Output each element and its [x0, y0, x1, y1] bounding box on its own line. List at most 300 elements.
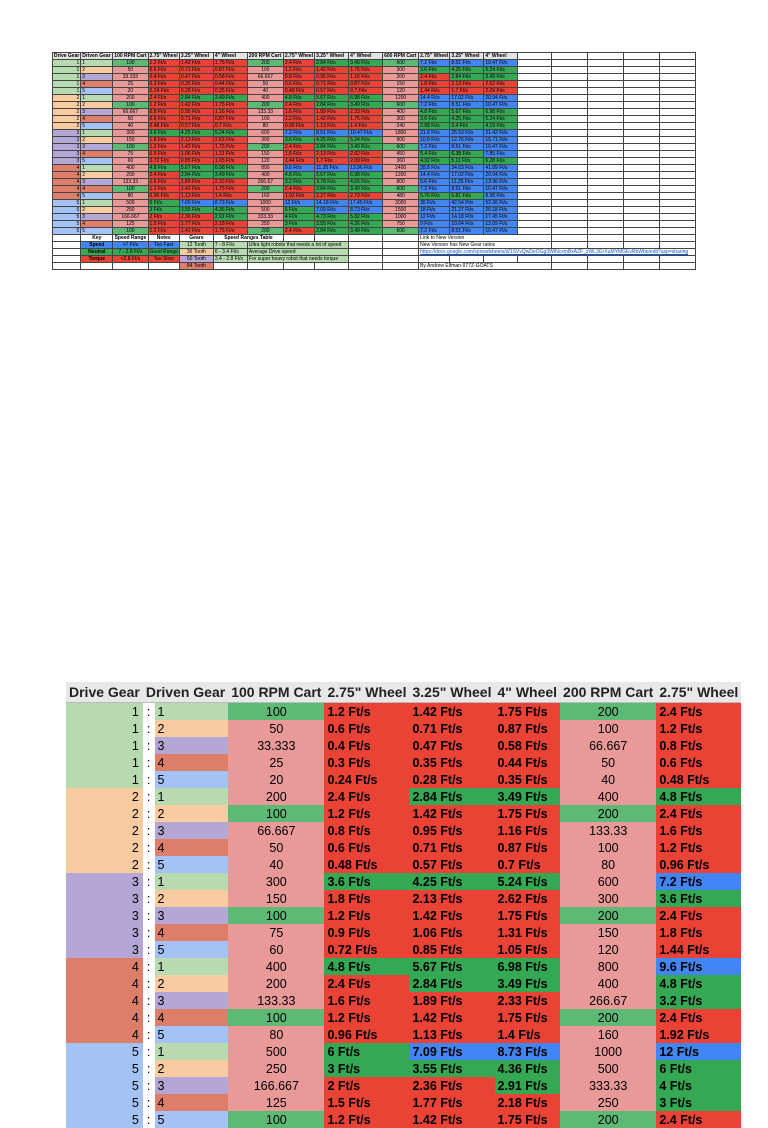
drive-gear-cell[interactable]: 4	[66, 975, 143, 992]
wheel-speed-cell[interactable]: 3.6 Ft/s	[324, 873, 409, 890]
thumb-cell[interactable]: 800	[383, 179, 419, 186]
empty-cell[interactable]	[552, 102, 588, 109]
thumb-cell[interactable]: 8.51 Ft/s	[450, 186, 484, 193]
empty-cell[interactable]	[660, 207, 696, 214]
empty-cell[interactable]	[518, 214, 552, 221]
thumb-cell[interactable]: 2.84 Ft/s	[450, 74, 484, 81]
empty-cell[interactable]	[81, 263, 113, 270]
thumb-cell[interactable]: 1.42 Ft/s	[179, 144, 213, 151]
thumb-cell[interactable]: 5	[81, 158, 113, 165]
wheel-speed-cell[interactable]: 5.67 Ft/s	[409, 958, 494, 975]
thumb-cell[interactable]: 5.24 Ft/s	[349, 137, 383, 144]
thumb-cell[interactable]: 2.62 Ft/s	[484, 81, 518, 88]
wheel-speed-cell[interactable]: 1.42 Ft/s	[409, 907, 494, 924]
empty-cell[interactable]	[660, 179, 696, 186]
thumb-cell[interactable]: 1.13 Ft/s	[315, 123, 349, 130]
thumb-cell[interactable]: 1.6 Ft/s	[148, 179, 179, 186]
driven-gear-cell[interactable]: 2	[155, 1060, 229, 1077]
wheel-speed-cell[interactable]: 3.49 Ft/s	[495, 788, 561, 805]
thumb-cell[interactable]: 28.8 Ft/s	[419, 165, 450, 172]
thumb-cell[interactable]: 1.75 Ft/s	[349, 116, 383, 123]
empty-cell[interactable]	[660, 88, 696, 95]
thumb-cell[interactable]: 2.33 Ft/s	[213, 179, 247, 186]
empty-cell[interactable]	[247, 263, 283, 270]
thumb-cell[interactable]: 0.4 Ft/s	[148, 74, 179, 81]
thumb-cell[interactable]: 0.72 Ft/s	[148, 158, 179, 165]
empty-cell[interactable]	[588, 123, 624, 130]
thumb-cell[interactable]: 9.6 Ft/s	[419, 179, 450, 186]
empty-cell[interactable]	[419, 256, 450, 263]
empty-cell[interactable]	[315, 263, 349, 270]
thumb-cell[interactable]: 5	[81, 228, 113, 235]
thumb-cell[interactable]: 2.27 Ft/s	[315, 193, 349, 200]
empty-cell[interactable]	[624, 102, 660, 109]
wheel-speed-cell[interactable]: 0.28 Ft/s	[409, 771, 494, 788]
cart-rpm-cell[interactable]: 75	[228, 924, 324, 941]
thumb-cell[interactable]: 2.36 Ft/s	[179, 214, 213, 221]
thumb-cell[interactable]: 4	[81, 81, 113, 88]
cart-rpm-cell[interactable]: 25	[228, 754, 324, 771]
wheel-speed-cell[interactable]: 3.55 Ft/s	[409, 1060, 494, 1077]
thumb-cell[interactable]: 0.35 Ft/s	[213, 88, 247, 95]
thumb-cell[interactable]: 5	[53, 207, 81, 214]
thumb-cell[interactable]: 2.09 Ft/s	[484, 88, 518, 95]
thumb-cell[interactable]: 300	[383, 67, 419, 74]
empty-cell[interactable]	[349, 263, 383, 270]
cart-rpm-cell[interactable]: 400	[560, 975, 656, 992]
drive-gear-cell[interactable]: 5	[66, 1111, 143, 1128]
thumb-cell[interactable]: 1.92 Ft/s	[283, 193, 314, 200]
empty-cell[interactable]	[660, 74, 696, 81]
thumb-cell[interactable]: 13.96 Ft/s	[349, 165, 383, 172]
thumb-cell[interactable]: 2.4 Ft/s	[283, 228, 314, 235]
thumb-cell[interactable]: 3000	[383, 200, 419, 207]
cart-rpm-cell[interactable]: 150	[228, 890, 324, 907]
thumb-cell[interactable]: 1	[53, 74, 81, 81]
thumb-cell[interactable]: 2	[53, 116, 81, 123]
thumb-cell[interactable]: 4	[81, 116, 113, 123]
empty-cell[interactable]	[53, 256, 81, 263]
thumb-cell[interactable]: 0.71 Ft/s	[315, 81, 349, 88]
thumb-cell[interactable]: 0.85 Ft/s	[179, 158, 213, 165]
thumb-cell[interactable]: 41.89 Ft/s	[484, 165, 518, 172]
thumb-cell[interactable]: 66.667	[247, 74, 283, 81]
empty-cell[interactable]	[552, 123, 588, 130]
thumb-cell[interactable]: 4	[53, 193, 81, 200]
empty-cell[interactable]	[588, 144, 624, 151]
drive-gear-cell[interactable]: 5	[66, 1043, 143, 1060]
thumb-cell[interactable]: 3.49 Ft/s	[213, 95, 247, 102]
thumb-cell[interactable]: 1.42 Ft/s	[315, 116, 349, 123]
thumb-cell[interactable]: 10.47 Ft/s	[484, 60, 518, 67]
thumb-cell[interactable]: 66.667	[113, 109, 148, 116]
empty-cell[interactable]	[518, 74, 552, 81]
driven-gear-cell[interactable]: 5	[155, 1111, 229, 1128]
thumb-cell[interactable]: 1.2 Ft/s	[148, 102, 179, 109]
thumb-cell[interactable]: 1.13 Ft/s	[179, 193, 213, 200]
thumb-cell[interactable]: 2.84 Ft/s	[315, 60, 349, 67]
thumb-cell[interactable]: 3 Ft/s	[283, 221, 314, 228]
thumb-cell[interactable]: 2.4 Ft/s	[148, 172, 179, 179]
wheel-speed-cell[interactable]: 2.4 Ft/s	[656, 1009, 741, 1026]
empty-cell[interactable]	[518, 165, 552, 172]
thumb-cell[interactable]: 1.2 Ft/s	[148, 186, 179, 193]
thumb-cell[interactable]: 40	[247, 88, 283, 95]
empty-cell[interactable]	[660, 137, 696, 144]
wheel-speed-cell[interactable]: 6 Ft/s	[656, 1060, 741, 1077]
thumb-cell[interactable]: 17.02 Ft/s	[450, 95, 484, 102]
empty-cell[interactable]	[552, 172, 588, 179]
thumb-cell[interactable]: 6 Ft/s	[283, 207, 314, 214]
empty-cell[interactable]	[624, 200, 660, 207]
thumb-cell[interactable]: 1.16 Ft/s	[213, 109, 247, 116]
empty-cell[interactable]	[624, 158, 660, 165]
thumb-cell[interactable]: 1.7 Ft/s	[450, 88, 484, 95]
cart-rpm-cell[interactable]: 266.67	[560, 992, 656, 1009]
wheel-speed-cell[interactable]: 0.95 Ft/s	[409, 822, 494, 839]
empty-cell[interactable]	[660, 186, 696, 193]
wheel-speed-cell[interactable]: 1.75 Ft/s	[495, 1009, 561, 1026]
empty-cell[interactable]	[624, 137, 660, 144]
thumb-cell[interactable]: 3.55 Ft/s	[179, 207, 213, 214]
driven-gear-cell[interactable]: 4	[155, 839, 229, 856]
thumb-cell[interactable]: 0.95 Ft/s	[315, 74, 349, 81]
thumb-cell[interactable]: 3.6 Ft/s	[148, 130, 179, 137]
thumb-cell[interactable]: 1.75 Ft/s	[213, 186, 247, 193]
empty-cell[interactable]	[588, 102, 624, 109]
driven-gear-cell[interactable]: 3	[155, 737, 229, 754]
thumb-cell[interactable]: 7.85 Ft/s	[484, 151, 518, 158]
thumb-cell[interactable]: 17.02 Ft/s	[450, 172, 484, 179]
thumb-cell[interactable]: 13.96 Ft/s	[484, 179, 518, 186]
thumb-cell[interactable]: 4	[81, 186, 113, 193]
wheel-speed-cell[interactable]: 1.2 Ft/s	[324, 1111, 409, 1128]
drive-gear-cell[interactable]: 2	[66, 805, 143, 822]
thumb-cell[interactable]: 2	[53, 109, 81, 116]
wheel-speed-cell[interactable]: 0.8 Ft/s	[656, 737, 741, 754]
thumb-cell[interactable]: 10.47 Ft/s	[484, 102, 518, 109]
thumb-cell[interactable]: 1	[53, 67, 81, 74]
empty-cell[interactable]	[518, 151, 552, 158]
cart-rpm-cell[interactable]: 66.667	[228, 822, 324, 839]
thumb-cell[interactable]: 1.75 Ft/s	[213, 60, 247, 67]
wheel-speed-cell[interactable]: 5.24 Ft/s	[495, 873, 561, 890]
empty-cell[interactable]	[624, 53, 660, 60]
thumb-cell[interactable]: 10.64 Ft/s	[450, 221, 484, 228]
thumb-cell[interactable]: 900	[383, 137, 419, 144]
wheel-speed-cell[interactable]: 0.44 Ft/s	[495, 754, 561, 771]
thumb-cell[interactable]: 3	[81, 109, 113, 116]
thumb-cell[interactable]: 200	[247, 228, 283, 235]
empty-cell[interactable]	[624, 81, 660, 88]
thumb-cell[interactable]: 17.45 Ft/s	[484, 214, 518, 221]
drive-gear-cell[interactable]: 3	[66, 924, 143, 941]
thumb-cell[interactable]: 0.47 Ft/s	[179, 74, 213, 81]
thumb-cell[interactable]: 5.67 Ft/s	[450, 109, 484, 116]
thumb-cell[interactable]: 5.24 Ft/s	[484, 67, 518, 74]
wheel-speed-cell[interactable]: 1.6 Ft/s	[656, 822, 741, 839]
thumb-cell[interactable]: 0.71 Ft/s	[179, 116, 213, 123]
wheel-speed-cell[interactable]: 8.73 Ft/s	[495, 1043, 561, 1060]
empty-cell[interactable]	[588, 221, 624, 228]
empty-cell[interactable]	[552, 60, 588, 67]
empty-cell[interactable]	[518, 95, 552, 102]
thumb-cell[interactable]: 1.44 Ft/s	[283, 158, 314, 165]
wheel-speed-cell[interactable]: 2.84 Ft/s	[409, 975, 494, 992]
thumb-cell[interactable]: 4	[53, 179, 81, 186]
empty-cell[interactable]	[588, 158, 624, 165]
thumb-cell[interactable]: 250	[113, 207, 148, 214]
thumb-cell[interactable]: 5	[81, 193, 113, 200]
empty-cell[interactable]	[624, 67, 660, 74]
drive-gear-cell[interactable]: 3	[66, 907, 143, 924]
cart-rpm-cell[interactable]: 60	[228, 941, 324, 958]
empty-cell[interactable]	[383, 235, 419, 242]
wheel-speed-cell[interactable]: 0.48 Ft/s	[656, 771, 741, 788]
empty-cell[interactable]	[552, 256, 588, 263]
wheel-speed-cell[interactable]: 0.4 Ft/s	[324, 737, 409, 754]
empty-cell[interactable]	[552, 88, 588, 95]
empty-cell[interactable]	[660, 242, 696, 249]
thumb-cell[interactable]: 3.49 Ft/s	[349, 144, 383, 151]
driven-gear-cell[interactable]: 2	[155, 805, 229, 822]
thumb-cell[interactable]: 1.31 Ft/s	[213, 151, 247, 158]
cart-rpm-cell[interactable]: 80	[228, 1026, 324, 1043]
thumb-cell[interactable]: 8.38 Ft/s	[484, 193, 518, 200]
thumb-cell[interactable]: 1	[53, 88, 81, 95]
thumb-cell[interactable]: 2 Ft/s	[148, 214, 179, 221]
wheel-speed-cell[interactable]: 0.35 Ft/s	[495, 771, 561, 788]
thumb-cell[interactable]: 1.42 Ft/s	[179, 228, 213, 235]
thumb-cell[interactable]: 2.4 Ft/s	[283, 186, 314, 193]
thumb-cell[interactable]: 11.35 Ft/s	[450, 179, 484, 186]
thumb-cell[interactable]: 1.4 Ft/s	[213, 193, 247, 200]
thumb-cell[interactable]: 2	[53, 102, 81, 109]
empty-cell[interactable]	[660, 109, 696, 116]
thumb-cell[interactable]: 4.8 Ft/s	[283, 95, 314, 102]
driven-gear-cell[interactable]: 4	[155, 1009, 229, 1026]
drive-gear-cell[interactable]: 4	[66, 1026, 143, 1043]
empty-cell[interactable]	[660, 193, 696, 200]
drive-gear-cell[interactable]: 5	[66, 1094, 143, 1111]
thumb-cell[interactable]: 1.89 Ft/s	[315, 109, 349, 116]
empty-cell[interactable]	[213, 263, 247, 270]
cart-rpm-cell[interactable]: 80	[560, 856, 656, 873]
cart-rpm-cell[interactable]: 100	[228, 805, 324, 822]
thumb-cell[interactable]: 3	[53, 158, 81, 165]
thumb-cell[interactable]: 1.75 Ft/s	[349, 67, 383, 74]
empty-cell[interactable]	[624, 123, 660, 130]
link-label[interactable]: Link to New Version	[419, 235, 552, 242]
thumb-cell[interactable]: 5.24 Ft/s	[213, 130, 247, 137]
thumb-cell[interactable]: 4	[53, 172, 81, 179]
thumb-cell[interactable]: 10.8 Ft/s	[419, 137, 450, 144]
thumb-cell[interactable]: 1500	[383, 207, 419, 214]
empty-cell[interactable]	[383, 249, 419, 256]
thumb-cell[interactable]: 7.2 Ft/s	[419, 102, 450, 109]
thumb-cell[interactable]: 4.25 Ft/s	[315, 137, 349, 144]
thumb-cell[interactable]: 2400	[383, 165, 419, 172]
drive-gear-cell[interactable]: 1	[66, 720, 143, 737]
thumb-cell[interactable]: 5.82 Ft/s	[349, 214, 383, 221]
thumb-cell[interactable]: 4.8 Ft/s	[148, 165, 179, 172]
empty-cell[interactable]	[518, 130, 552, 137]
thumb-cell[interactable]: 200	[247, 144, 283, 151]
thumb-cell[interactable]: 17.45 Ft/s	[349, 200, 383, 207]
drive-gear-cell[interactable]: 1	[66, 737, 143, 754]
thumb-cell[interactable]: 3	[81, 214, 113, 221]
cart-rpm-cell[interactable]: 125	[228, 1094, 324, 1111]
thumb-cell[interactable]: 2	[81, 207, 113, 214]
cart-rpm-cell[interactable]: 200	[560, 1009, 656, 1026]
empty-cell[interactable]	[349, 256, 383, 263]
cart-rpm-cell[interactable]: 40	[560, 771, 656, 788]
thumb-cell[interactable]: 200	[247, 60, 283, 67]
empty-cell[interactable]	[624, 60, 660, 67]
driven-gear-cell[interactable]: 4	[155, 754, 229, 771]
thumb-cell[interactable]: 5.4 Ft/s	[419, 151, 450, 158]
empty-cell[interactable]	[552, 193, 588, 200]
cart-rpm-cell[interactable]: 100	[228, 703, 324, 721]
empty-cell[interactable]	[552, 207, 588, 214]
thumb-cell[interactable]: 4 Ft/s	[283, 214, 314, 221]
empty-cell[interactable]	[588, 179, 624, 186]
thumb-cell[interactable]: 300	[383, 116, 419, 123]
wheel-speed-cell[interactable]: 0.72 Ft/s	[324, 941, 409, 958]
thumb-cell[interactable]: 21.27 Ft/s	[450, 207, 484, 214]
wheel-speed-cell[interactable]: 0.35 Ft/s	[409, 754, 494, 771]
thumb-cell[interactable]: 4.36 Ft/s	[213, 207, 247, 214]
thumb-cell[interactable]: 3.55 Ft/s	[315, 221, 349, 228]
cart-rpm-cell[interactable]: 200	[560, 805, 656, 822]
thumb-cell[interactable]: 0.58 Ft/s	[213, 74, 247, 81]
thumb-cell[interactable]: 8.51 Ft/s	[450, 102, 484, 109]
empty-cell[interactable]	[588, 109, 624, 116]
wheel-speed-cell[interactable]: 0.48 Ft/s	[324, 856, 409, 873]
thumb-cell[interactable]: 166.667	[113, 214, 148, 221]
thumb-cell[interactable]: 3.6 Ft/s	[283, 137, 314, 144]
thumb-cell[interactable]: 1.6 Ft/s	[283, 109, 314, 116]
empty-cell[interactable]	[660, 102, 696, 109]
cart-rpm-cell[interactable]: 50	[228, 720, 324, 737]
thumb-cell[interactable]: 2.4 Ft/s	[148, 95, 179, 102]
thumb-cell[interactable]: 7.2 Ft/s	[419, 144, 450, 151]
empty-cell[interactable]	[588, 116, 624, 123]
thumb-cell[interactable]: 8.51 Ft/s	[450, 60, 484, 67]
empty-cell[interactable]	[624, 179, 660, 186]
wheel-speed-cell[interactable]: 2.13 Ft/s	[409, 890, 494, 907]
thumb-cell[interactable]: 1000	[383, 214, 419, 221]
empty-cell[interactable]	[349, 249, 383, 256]
driven-gear-cell[interactable]: 3	[155, 992, 229, 1009]
empty-cell[interactable]	[552, 186, 588, 193]
wheel-speed-cell[interactable]: 0.9 Ft/s	[324, 924, 409, 941]
empty-cell[interactable]	[588, 60, 624, 67]
empty-cell[interactable]	[518, 172, 552, 179]
empty-cell[interactable]	[53, 249, 81, 256]
thumb-cell[interactable]: 0.48 Ft/s	[283, 88, 314, 95]
driven-gear-cell[interactable]: 4	[155, 1094, 229, 1111]
thumb-cell[interactable]: 4	[81, 221, 113, 228]
thumb-cell[interactable]: 7.2 Ft/s	[419, 60, 450, 67]
thumb-cell[interactable]: 5	[81, 88, 113, 95]
thumb-cell[interactable]: 600	[383, 60, 419, 67]
thumb-cell[interactable]: 2.4 Ft/s	[283, 102, 314, 109]
wheel-speed-cell[interactable]: 2.62 Ft/s	[495, 890, 561, 907]
empty-cell[interactable]	[518, 228, 552, 235]
wheel-speed-cell[interactable]: 1.2 Ft/s	[324, 703, 409, 721]
cart-rpm-cell[interactable]: 300	[560, 890, 656, 907]
thumb-cell[interactable]: 0.24 Ft/s	[148, 88, 179, 95]
thumb-cell[interactable]: 333.33	[247, 214, 283, 221]
thumb-cell[interactable]: 5.67 Ft/s	[315, 172, 349, 179]
thumb-cell[interactable]: 1.2 Ft/s	[148, 144, 179, 151]
empty-cell[interactable]	[660, 221, 696, 228]
cart-rpm-cell[interactable]: 200	[228, 788, 324, 805]
empty-cell[interactable]	[588, 200, 624, 207]
empty-cell[interactable]	[518, 207, 552, 214]
drive-gear-cell[interactable]: 1	[66, 754, 143, 771]
thumb-cell[interactable]: 10.47 Ft/s	[484, 144, 518, 151]
wheel-speed-cell[interactable]: 1.06 Ft/s	[409, 924, 494, 941]
cart-rpm-cell[interactable]: 50	[560, 754, 656, 771]
thumb-cell[interactable]: 200	[383, 74, 419, 81]
thumb-cell[interactable]: 25	[113, 81, 148, 88]
wheel-speed-cell[interactable]: 0.6 Ft/s	[324, 720, 409, 737]
thumb-cell[interactable]: 300	[247, 137, 283, 144]
wheel-speed-cell[interactable]: 0.24 Ft/s	[324, 771, 409, 788]
empty-cell[interactable]	[113, 263, 148, 270]
thumb-cell[interactable]: 400	[247, 172, 283, 179]
thumb-cell[interactable]: 3 Ft/s	[148, 207, 179, 214]
thumb-cell[interactable]: 12 Ft/s	[283, 200, 314, 207]
empty-cell[interactable]	[552, 95, 588, 102]
wheel-speed-cell[interactable]: 0.3 Ft/s	[324, 754, 409, 771]
drive-gear-cell[interactable]: 4	[66, 992, 143, 1009]
drive-gear-cell[interactable]: 2	[66, 839, 143, 856]
empty-cell[interactable]	[660, 67, 696, 74]
empty-cell[interactable]	[552, 116, 588, 123]
empty-cell[interactable]	[552, 221, 588, 228]
wheel-speed-cell[interactable]: 0.71 Ft/s	[409, 839, 494, 856]
wheel-speed-cell[interactable]: 9.6 Ft/s	[656, 958, 741, 975]
empty-cell[interactable]	[588, 263, 624, 270]
driven-gear-cell[interactable]: 1	[155, 788, 229, 805]
thumb-cell[interactable]: 1.89 Ft/s	[179, 179, 213, 186]
empty-cell[interactable]	[660, 130, 696, 137]
thumb-cell[interactable]: 250	[247, 221, 283, 228]
wheel-speed-cell[interactable]: 0.8 Ft/s	[324, 822, 409, 839]
thumb-cell[interactable]: 6.81 Ft/s	[450, 193, 484, 200]
driven-gear-cell[interactable]: 5	[155, 1026, 229, 1043]
empty-cell[interactable]	[552, 67, 588, 74]
empty-cell[interactable]	[624, 151, 660, 158]
driven-gear-cell[interactable]: 4	[155, 924, 229, 941]
empty-cell[interactable]	[518, 123, 552, 130]
empty-cell[interactable]	[588, 193, 624, 200]
thumb-cell[interactable]: 5.67 Ft/s	[315, 95, 349, 102]
cart-rpm-cell[interactable]: 100	[560, 839, 656, 856]
cart-rpm-cell[interactable]: 100	[228, 907, 324, 924]
wheel-speed-cell[interactable]: 1.31 Ft/s	[495, 924, 561, 941]
thumb-cell[interactable]: 2.84 Ft/s	[179, 95, 213, 102]
thumb-cell[interactable]: 10.47 Ft/s	[484, 228, 518, 235]
thumb-cell[interactable]: 3	[53, 137, 81, 144]
empty-cell[interactable]	[660, 235, 696, 242]
wheel-speed-cell[interactable]: 2.84 Ft/s	[409, 788, 494, 805]
thumb-cell[interactable]: 160	[247, 193, 283, 200]
empty-cell[interactable]	[660, 214, 696, 221]
